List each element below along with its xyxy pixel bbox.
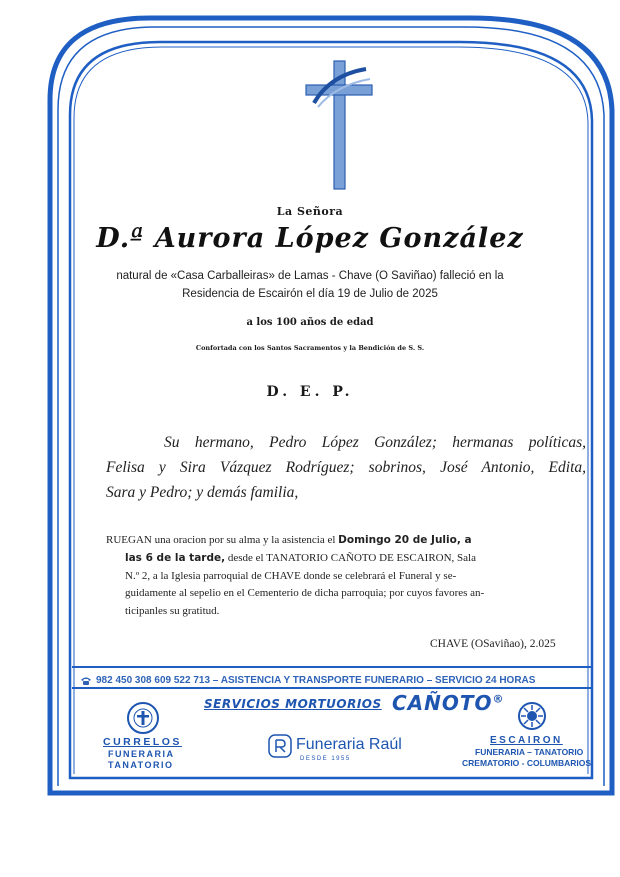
escairon-line-2: CREMATORIO - COLUMBARIOS xyxy=(462,758,592,768)
family-line-2: Felisa y Sira Vázquez Rodríguez; sobrinos, José Antonio, Edita, xyxy=(106,459,586,476)
cross-icon xyxy=(300,55,380,195)
escairon-logo-icon xyxy=(517,701,547,731)
service-date: Domingo 20 de Julio, a xyxy=(338,534,472,546)
request-line-4: guidamente al sepelio en el Cementerio de dicha parroquia; por cuyos favores an- xyxy=(125,587,485,599)
age-line: a los 100 años de edad xyxy=(246,317,374,328)
birthplace-line-1: natural de «Casa Carballeiras» de Lamas - Chave (O Saviñao) falleció en la xyxy=(116,270,504,282)
registered-mark: ® xyxy=(492,692,505,706)
escairon-name: ESCAIRON xyxy=(490,735,563,746)
raul-name: Funeraria Raúl xyxy=(296,736,402,753)
birthplace-line-2: Residencia de Escairón el día 19 de Julio de 2025 xyxy=(182,288,438,300)
phone-icon xyxy=(80,676,92,686)
request-line-3: N.º 2, a la Iglesia parroquial de CHAVE donde se celebrará el Funeral y se- xyxy=(125,570,457,582)
intro-label: La Señora xyxy=(276,205,344,218)
family-line-3: Sara y Pedro; y demás familia, xyxy=(106,484,299,501)
phone-service-line: 982 450 308 609 522 713 – ASISTENCIA Y TRANSPORTE FUNERARIO – SERVICIO 24 HORAS xyxy=(96,675,536,686)
place-date: CHAVE (OSaviñao), 2.025 xyxy=(430,638,556,650)
services-title: SERVICIOS MORTUORIOS xyxy=(204,697,382,711)
sacraments-line: Confortada con los Santos Sacramentos y la Bendición de S. S. xyxy=(195,344,425,352)
currelos-line-1: FUNERARIA xyxy=(108,749,175,759)
request-text: RUEGAN una oracion por su alma y la asistencia el xyxy=(106,534,339,546)
raul-logo-icon xyxy=(267,733,293,759)
request-text: desde el TANATORIO CAÑOTO DE ESCAIRON, Sala xyxy=(225,552,476,564)
request-line-1 xyxy=(106,534,586,546)
deceased-name: D.ª Aurora López González xyxy=(96,223,524,254)
family-line-1: Su hermano, Pedro López González; hermanas políticas, xyxy=(164,434,586,451)
escairon-line-1: FUNERARIA – TANATORIO xyxy=(475,747,584,757)
service-time: las 6 de la tarde, xyxy=(125,552,226,564)
raul-since: DESDE 1955 xyxy=(300,756,351,762)
currelos-seal-icon xyxy=(126,701,160,735)
request-line-5: ticipanles su gratitud. xyxy=(125,605,220,617)
brand-text: CAÑOTO xyxy=(392,691,493,715)
request-line-2 xyxy=(125,552,586,564)
brand-name xyxy=(392,691,505,715)
dep-heading: D. E. P. xyxy=(266,384,354,400)
currelos-line-2: TANATORIO xyxy=(108,760,174,770)
currelos-name: CURRELOS xyxy=(103,736,182,748)
